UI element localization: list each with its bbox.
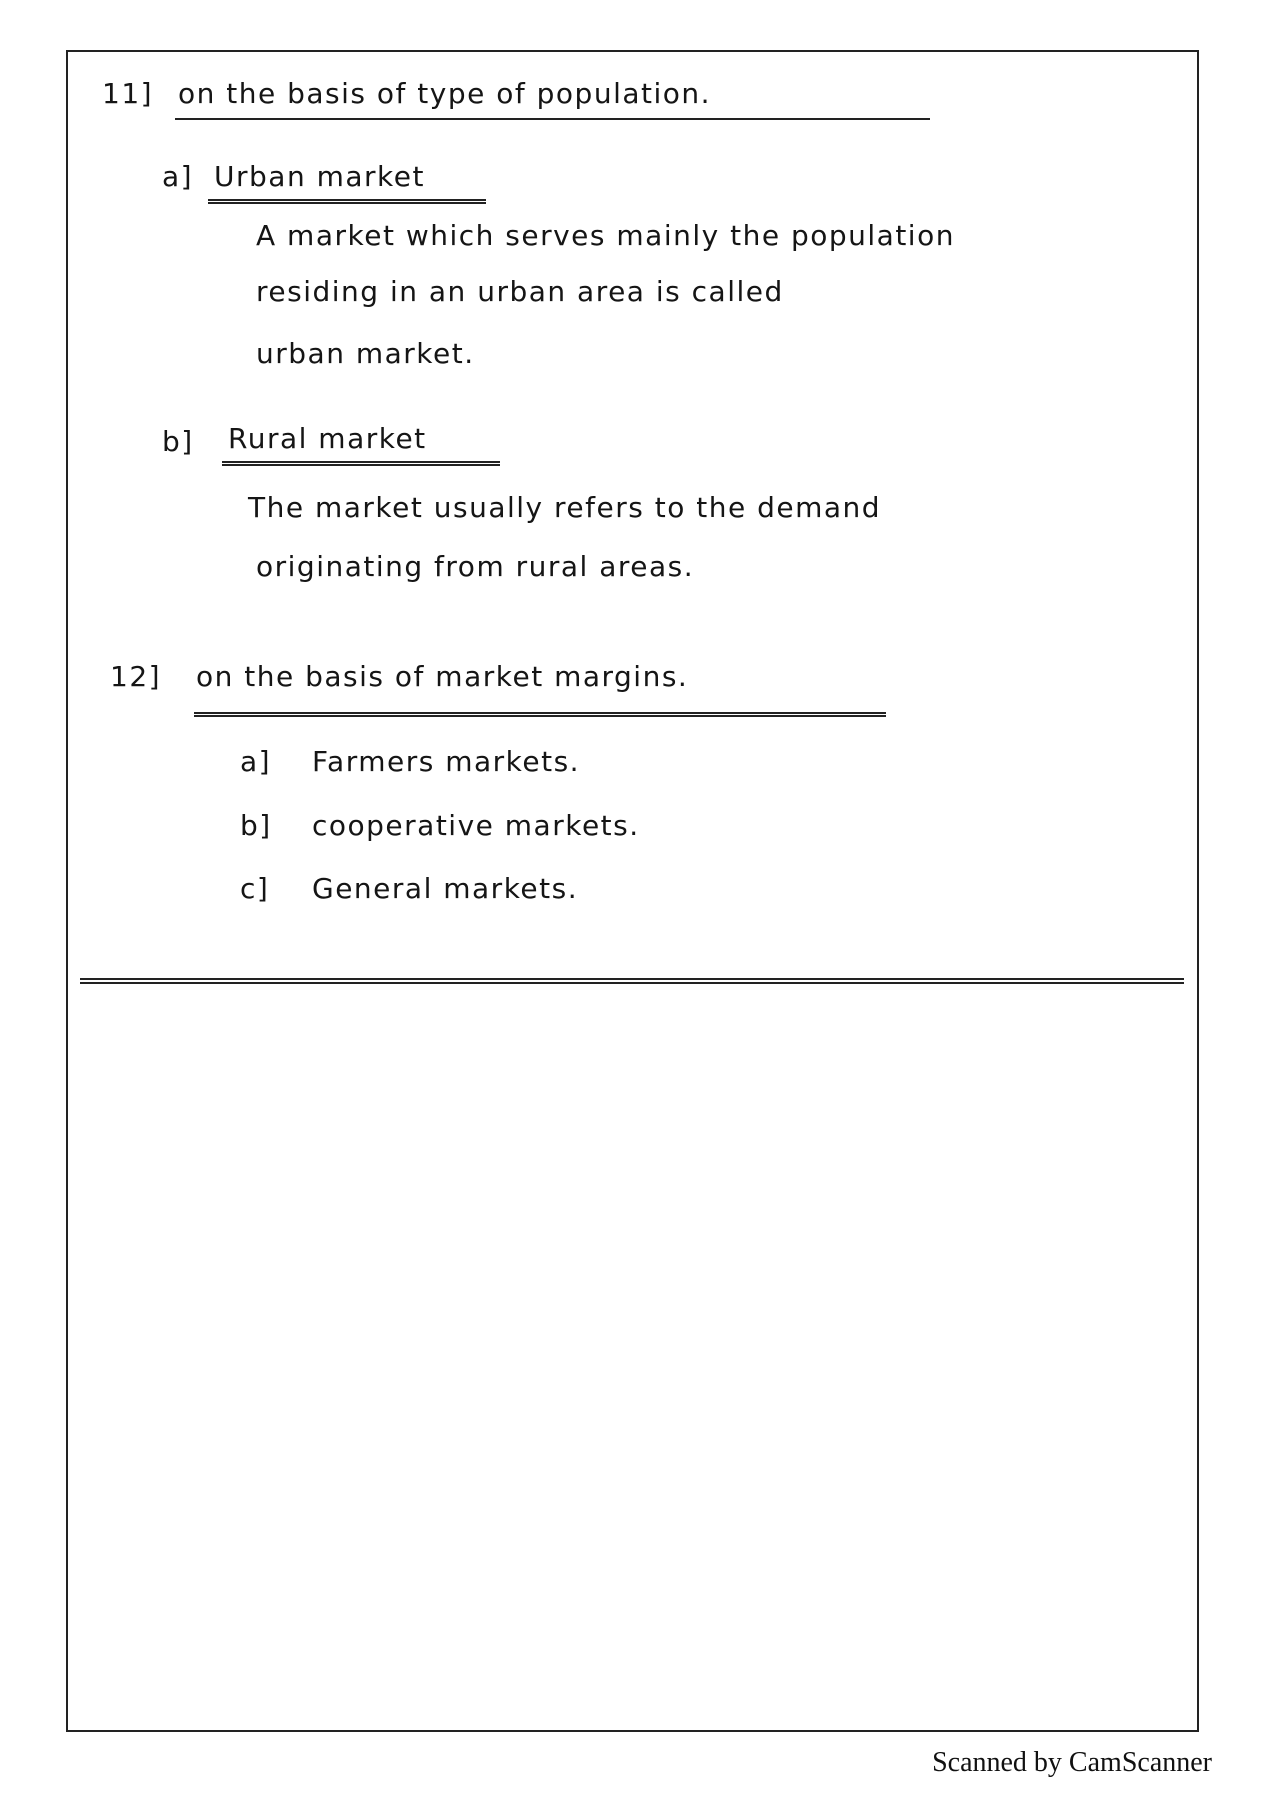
section-number: 11] [102, 77, 154, 110]
description-line: The market usually refers to the demand [248, 491, 882, 524]
description-line: urban market. [256, 337, 475, 370]
description-line: A market which serves mainly the population [256, 219, 955, 252]
section-divider [80, 978, 1184, 984]
heading-underline [175, 118, 930, 120]
description-line: residing in an urban area is called [256, 275, 784, 308]
section-number: 12] [110, 660, 162, 693]
heading-underline [194, 712, 886, 717]
title-underline [208, 199, 486, 204]
list-item-text: cooperative markets. [312, 809, 640, 842]
item-title: Rural market [228, 422, 427, 455]
item-label: a] [162, 160, 194, 193]
list-item-label: b] [240, 809, 272, 842]
title-underline [222, 461, 500, 466]
item-label: b] [162, 425, 194, 458]
list-item-label: a] [240, 745, 272, 778]
section-heading: on the basis of market margins. [196, 660, 689, 693]
scanner-watermark: Scanned by CamScanner [932, 1747, 1212, 1778]
section-heading: on the basis of type of population. [178, 77, 712, 110]
list-item-label: c] [240, 872, 270, 905]
list-item-text: General markets. [312, 872, 579, 905]
list-item-text: Farmers markets. [312, 745, 581, 778]
item-title: Urban market [214, 160, 425, 193]
description-line: originating from rural areas. [256, 550, 695, 583]
